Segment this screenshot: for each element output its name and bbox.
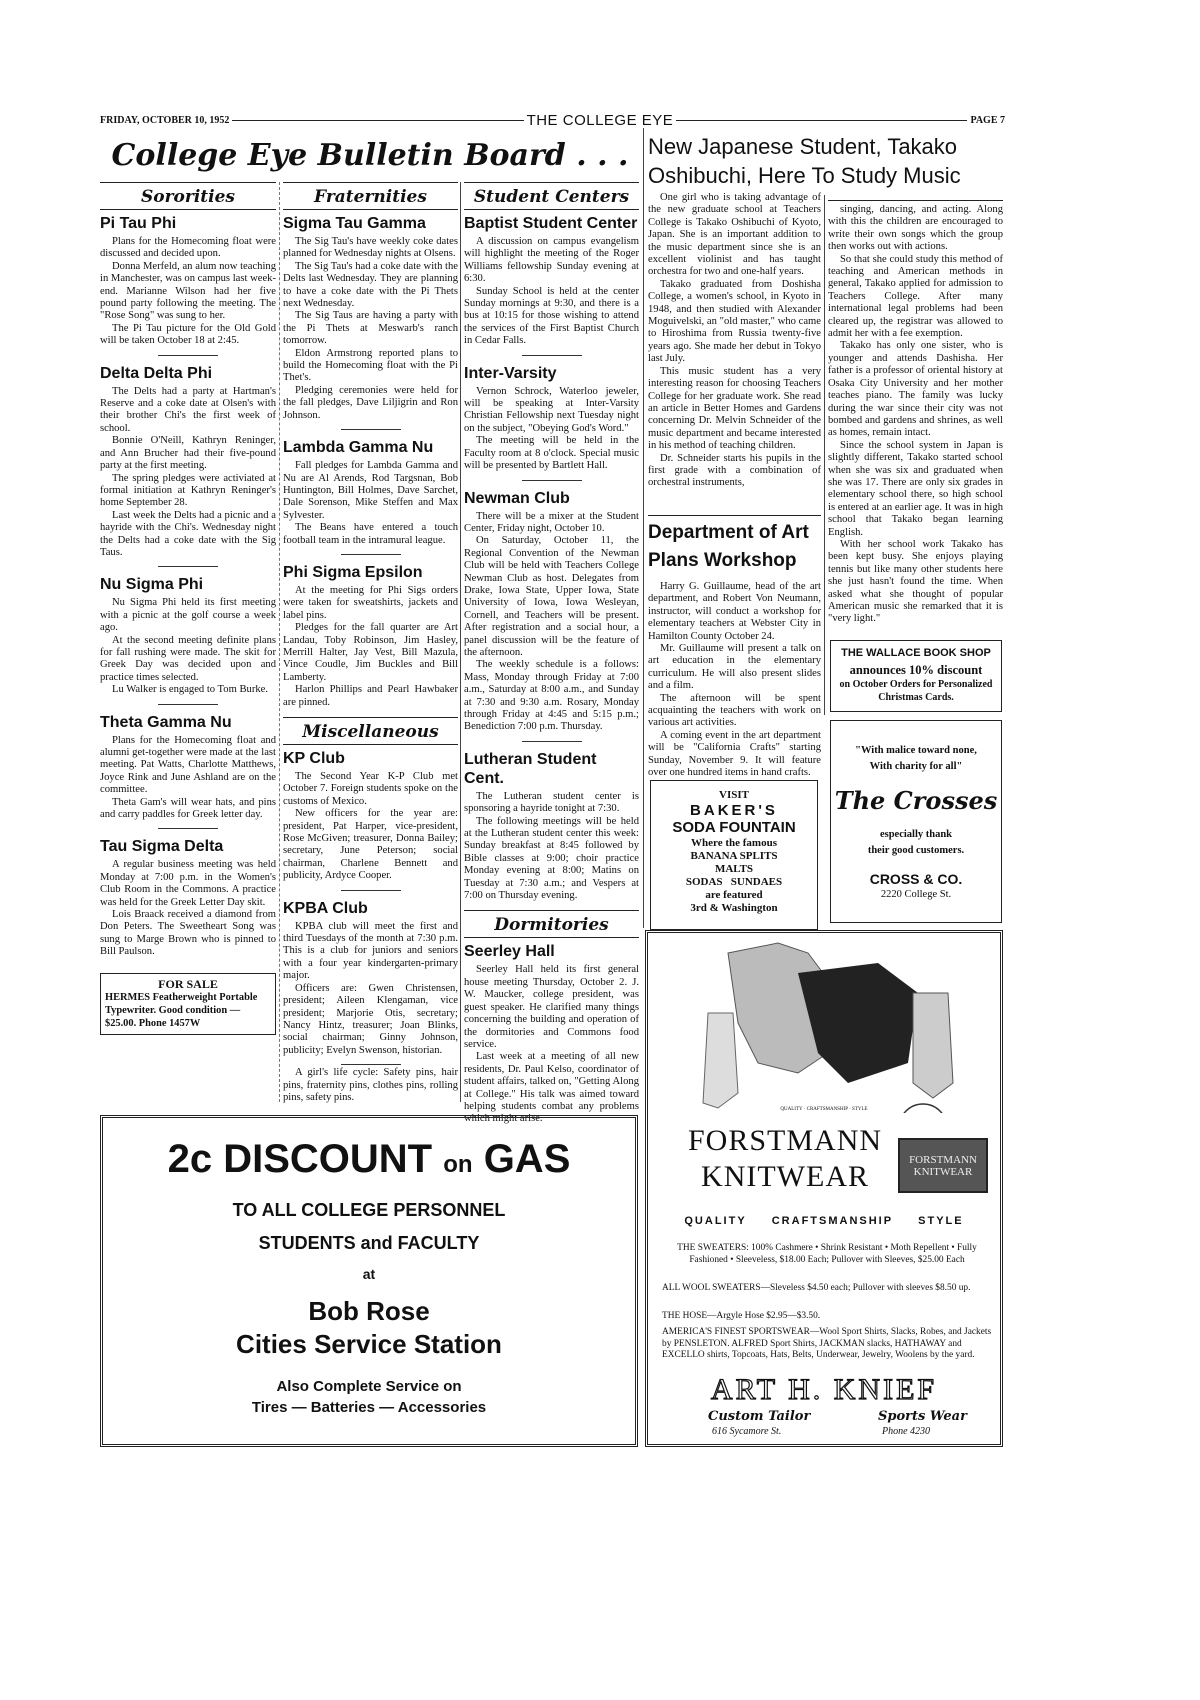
section-heading-dormitories: Dormitories [464,910,639,938]
for-sale-ad [100,973,276,1035]
column-rule [279,182,280,1102]
section-heading-student-centers: Student Centers [464,182,639,210]
section-heading-miscellaneous: Miscellaneous [283,717,458,745]
divider [828,200,1003,201]
article-paragraph: The Beans have entered a touch football team in the intramural league. [283,522,458,546]
bakers-soda-fountain-ad [650,780,818,930]
page-header [100,112,1005,128]
forstmann-label: FORSTMANN KNITWEAR [898,1138,988,1193]
ad-line: BANANA SPLITS [690,850,778,862]
article-paragraph: The spring pledges were activiated at formal initiation at Kathryn Reninger's home September 28. [100,472,276,509]
article-separator [522,355,582,356]
ad-line: at [362,1266,376,1282]
article-separator [158,566,218,567]
article-paragraph: Harry G. Guillaume, head of the art department, and Robert Von Neumann, instructor, will conduct a workshop for elementary teachers at Webster City in Hamilton County October 24. [648,581,821,642]
article-paragraph: Vernon Schrock, Waterloo jeweler, will be speaking at Inter-Varsity Christian Fellowship next Tuesday night on the subject, "Obeying God's Word." [464,385,639,434]
article-paragraph: Fall pledges for Lambda Gamma and Nu are Al Arends, Rod Targsnan, Bob Huntington, Bill Holmes, Dave Sarchet, Dale Sorenson, Mike Steffen and Max Sylvester. [283,460,458,521]
article-paragraph: At the meeting for Phi Sigs orders were taken for sweatshirts, jackets and label pins. [283,584,458,621]
divider [232,120,523,121]
article-separator [341,429,401,430]
miscellaneous-articles [283,749,458,1104]
article-paragraph: Takako has only one sister, who is younger and attends Dashisha. Her father is a professor of oriental history at Osaka City University and her mother teaches piano. The family was lucky during the war since their city was not bombed and gardens and shrines, as well as homes, remain intact. [828,340,1003,439]
article-paragraph: Pledging ceremonies were held for the fall pledges, Dave Liljigrin and Ron Johnson. [283,384,458,421]
ad-line: 3rd & Washington [690,902,778,914]
sportswear-details: AMERICA'S FINEST SPORTSWEAR—Wool Sport Shirts, Slacks, Robes, and Jackets by PENSLETON. ALFRED Sport Shirts, JACKMAN slacks, HATHAWAY and EXCELLO shirts, Topcoats, Hats, Belts, Underwear, Jewelry, Woolens by the yard. [662,1327,992,1360]
sweaters-details: THE SWEATERS: 100% Cashmere • Shrink Resistant • Moth Repellent • Fully Fashioned • Sleeveless, $18.00 Each; Pullover with Sleeves, $25.00 Each [677,1243,977,1265]
fraternities-articles [283,214,458,709]
ad-line: Bob Rose [308,1296,430,1326]
article-paragraph: Bonnie O'Neill, Kathryn Reninger, and Ann Brucher had their five-pound party at the first meeting. [100,435,276,472]
article-paragraph: The Sig Taus are having a party with the Pi Thets at Meswarb's ranch tomorrow. [283,310,458,347]
article-paragraph: Sunday School is held at the center Sunday mornings at 9:30, and there is a bus at 10:15 for those wishing to attend the services of the First Baptist Church in Cedar Falls. [464,285,639,347]
article-paragraph: A regular business meeting was held Monday at 7:00 p.m. in the Women's Club Room in the Commons. A practice was held for the Greek Letter Day skit. [100,859,276,908]
ad-line: CROSS & CO. [869,871,963,887]
article-separator [522,741,582,742]
store-phone: Phone 4230 [882,1426,931,1437]
ad-line: THE WALLACE BOOK SHOP [841,647,991,659]
article-paragraph: Lu Walker is engaged to Tom Burke. [112,684,269,696]
sock [703,1013,738,1108]
article-paragraph: Eldon Armstrong reported plans to build the Homecoming float with the Pi Thet's. [283,347,458,384]
article-paragraph: The meeting will be held in the Faculty room at 8 o'clock. Special music will be presented by Bartlett Hall. [464,435,639,472]
forstmann-knitwear-ad [645,930,1003,1447]
article-paragraph: A coming event in the art department will be "California Crafts" starting Sunday, November 9. It will feature over one hundred items in hand crafts. [648,729,821,779]
article-separator [158,355,218,356]
ad-line: Also Complete Service on [276,1378,462,1395]
section-heading-sororities: Sororities [100,182,276,210]
column-rule [460,182,461,1102]
ad-line: BAKER'S [690,802,778,819]
article-paragraph: The Sig Tau's have weekly coke dates planned for Wednesday nights at Olsens. [283,236,458,260]
article-heading: Lutheran Student Cent. [464,750,597,787]
ad-line: Cities Service Station [236,1329,502,1359]
fraternities-column [283,182,458,1104]
wool-sweaters-details: ALL WOOL SWEATERS—Sleveless $4.50 each; Pullover with sleeves $8.50 up. [662,1283,971,1293]
article-paragraph: On Saturday, October 11, the Regional Convention of the Newman Club will be held with Teachers College Newman Club as host. Delegates from Drake, Iowa State, Upper Iowa, State University of Iowa, Iowa Wesleyan, Cornell, and Teachers will be present. After registration and a social hour, a panel discussion will be the feature of the afternoon. [464,535,639,658]
ad-line: STUDENTS and FACULTY [258,1233,480,1253]
ad-line: VISIT [719,789,749,801]
article-paragraph: Plans for the Homecoming float and alumni get-together were made at the last meeting. Pat Watts, Charlotte Matthews, Joyce Rink and June Ashland are on the committee. [100,734,276,796]
article-heading: Lambda Gamma Nu [283,439,434,457]
article-paragraph: The Delts had a party at Hartman's Reserve and a coke date at Olsen's with their brother Chi's the first week of school. [100,385,276,434]
article-paragraph: Officers are: Gwen Christensen, president; Aileen Klengaman, vice president; Marjorie Otis, secretary; Nancy Hintz, treasurer; Joan Blinks, social chairman; Ginny Johnson, publicity; Evelyn Swenson, historian. [283,982,458,1056]
article-paragraph: Lois Braack received a diamond from Don Peters. The Sweetheart Song was sung to Marge Brown who is pinned to Bill Paulson. [100,909,276,958]
ad-line: 2c DISCOUNT [167,1137,433,1181]
ad-line: are featured [705,889,763,901]
wallace-book-shop-ad [830,640,1002,712]
ad-line: especially thank [879,829,953,840]
article-heading: Pi Tau Phi [100,215,177,232]
ad-line: SODA FOUNTAIN [672,819,796,836]
japanese-student-article-part1 [648,192,821,490]
article-paragraph: Pledges for the fall quarter are Art Landau, Toby Robinson, Jim Hasley, Merrill Halter, Jay Vest, Bill Mazula, Vince Coudle, Jim Buckles and Bill Lamberty. [283,622,458,683]
article-paragraph: The Second Year K-P Club met October 7. Foreign students spoke on the customs of Mexico. [283,771,458,807]
article-paragraph: Donna Merfeld, an alum now teaching in Manchester, was on campus last week-end. Marianne Wilson had her five pound party following the meeting. The "Rose Song" was sung to her. [100,260,276,322]
article-paragraph: A girl's life cycle: Safety pins, hair pins, fraternity pins, clothes pins, rolling pins, safety pins. [283,1067,458,1103]
article-heading: KPBA Club [283,899,368,917]
sweaters-illustration [648,933,1000,1113]
for-sale-title: FOR SALE [158,976,218,991]
article-separator [158,828,218,829]
ad-line: announces 10% discount [849,663,983,677]
article-paragraph: The following meetings will be held at the Lutheran student center this week: Sunday breakfast at 8:45 followed by Bible classes at 9:00; choir practice Monday evening at 8:00; Matins on Tuesday at 7:30 a.m.; and Vespers at 7:00 on Thursday evening. [464,815,639,902]
article-paragraph: With her school work Takako has been kept busy. She enjoys playing tennis but like many other students here she just hasn't found the time. When asked what she thought of popular American music she remarked that it is "very light." [828,538,1003,625]
article-paragraph: Nu Sigma Phi held its first meeting with a picnic at the golf course a week ago. [100,597,276,634]
ad-line: 2220 College St. [880,889,952,900]
article-paragraph: A discussion on campus evangelism will highlight the meeting of the Roger Williams fellowship Sunday evening at 6:30. [464,236,639,285]
article-separator [158,704,218,705]
sororities-articles [100,214,276,959]
article-paragraph: Plans for the Homecoming float were discussed and decided upon. [100,236,276,260]
japanese-student-article-part2 [828,204,1003,626]
article-paragraph: New officers for the year are: president, Pat Harper, vice-president, Rose McGiven; treasurer, Donna Bailey; secretary, June Peterson; social chairman, Charlene Bennett and publicity, Ardyce Cooper. [283,808,458,882]
column-rule [824,195,825,715]
article-heading: Phi Sigma Epsilon [283,563,423,581]
article-separator [341,554,401,555]
article-paragraph: Dr. Schneider starts his pupils in the first grade with a combination of orchestral instruments, [648,452,821,489]
article-paragraph: Last week the Delts had a picnic and a hayride with the Chi's. Wednesday night the Delts had a coke date with the Sig Taus. [100,509,276,558]
ad-line: Where the famous [691,837,777,849]
brand-line: FORSTMANN [688,1124,883,1157]
article-paragraph: This music student has a very interesting reason for choosing Teachers College for her graduate work. She read an article in Better Homes and Gardens concerning Dr. Melvin Schneider of the music department and became interested in his method of teaching children. [648,365,821,452]
art-workshop-headline: Department of Art Plans Workshop [648,522,809,571]
ad-line: GAS [483,1137,571,1181]
cross-and-co-ad [830,720,1002,923]
article-paragraph: singing, dancing, and acting. Along with this the children are encouraged to write their own songs which the group then works out with actions. [828,204,1003,253]
issue-date: FRIDAY, OCTOBER 10, 1952 [100,114,230,126]
article-paragraph: The afternoon will be spent acquainting the teachers with work on various art activities. [648,692,821,729]
article-heading: Theta Gamma Nu [100,713,232,731]
page-number: PAGE 7 [970,114,1005,126]
article-paragraph: Takako graduated from Doshisha College, a women's school, in Kyoto in 1948, and then studied with Alexander Moguivelski, an "old master," who came to Hiroshima from Russia twenty-five years ago. She made her debut in Tokyo last July. [648,278,821,365]
article-paragraph: Theta Gam's will wear hats, and pins and carry paddles for Greek letter day. [100,796,276,821]
hose-details: THE HOSE—Argyle Hose $2.95—$3.50. [662,1311,821,1321]
dark-sweater [798,963,918,1083]
article-paragraph: One girl who is taking advantage of the new graduate school at Teachers College is Takako Oshibuchi of Kyoto, Japan. She is an important addition to the music department since she is an excellent violinist and has taught orchestra for two and one-half years. [648,192,821,278]
for-sale-text: HERMES Featherweight Portable Typewriter. Good condition —$25.00. Phone 1457W [105,991,258,1029]
section-heading-fraternities: Fraternities [283,182,458,210]
article-paragraph: Mr. Guillaume will present a talk on art education in the elementary curriculum. He will also present slides and a film. [648,643,821,692]
article-heading: KP Club [283,750,345,767]
sororities-column [100,182,276,1035]
store-name: ART H. KNIEF [710,1373,938,1406]
article-heading: Tau Sigma Delta [100,838,224,856]
cities-service-gas-ad [100,1115,638,1447]
tagline: QUALITY CRAFTSMANSHIP STYLE [684,1215,964,1227]
custom-tailor: Custom Tailor [708,1409,811,1424]
art-workshop-story [648,515,821,780]
ad-line: SODAS SUNDAES [685,876,783,888]
forstmann-brand [688,1123,882,1195]
article-paragraph: There will be a mixer at the Student Center, Friday night, October 10. [464,510,639,534]
article-separator [522,480,582,481]
ad-line: TO ALL COLLEGE PERSONNEL [232,1200,506,1220]
article-paragraph: So that she could study this method of teaching and American methods in general, Takako applied for admission to Teachers College. After many international legal problems had been cleared up, the registrar was allowed to admit her with a fee exemption. [828,253,1003,340]
brand-line: KNITWEAR [701,1160,869,1193]
article-paragraph: At the second meeting definite plans for fall rushing were made. The skit for Greek Day was decided upon and practice times selected. [100,634,276,683]
article-paragraph: Since the school system in Japan is slightly different, Takako started school when she was six and graduated when she was 17. There are only six grades in elementary school there, so high school is entered at an earlier age. It was in high school that Takako began learning English. [828,439,1003,538]
article-separator [341,890,401,891]
japanese-student-headline: New Japanese Student, Takako Oshibuchi, Here To Study Music [648,134,961,188]
crosses-logo-text: The Crosses [834,786,998,815]
store-address: 616 Sycamore St. [712,1426,782,1437]
article-heading: Baptist Student Center [464,215,638,232]
sports-wear: Sports Wear [878,1409,967,1424]
art-workshop-article [648,581,821,780]
newspaper-name: THE COLLEGE EYE [526,111,674,129]
ad-line: their good customers. [867,845,965,856]
article-paragraph: Harlon Phillips and Pearl Hawbaker are pinned. [283,684,458,708]
article-paragraph: KPBA club will meet the first and third Tuesdays of the month at 7:30 p.m. This is a club for juniors and seniors with a four year kindergarten-primary major. [283,920,458,982]
student-centers-articles [464,214,639,902]
argyle-sock [913,993,953,1098]
ad-line: on October Orders for Personalized Christmas Cards. [839,679,993,703]
dormitories-articles [464,942,639,1125]
article-heading: Delta Delta Phi [100,364,213,382]
ad-line: on [443,1151,473,1178]
article-heading: Sigma Tau Gamma [283,215,426,232]
divider [676,120,967,121]
student-centers-column [464,182,639,1126]
ad-line: "With malice toward none, [855,745,977,756]
article-paragraph: Seerley Hall held its first general house meeting Thursday, October 2. J. W. Maucker, college president, was guest speaker. He clarified many things concerning the building and operation of the dormitories and Commons food service. [464,964,639,1050]
ad-line: MALTS [714,863,754,875]
ad-headline [103,1136,635,1188]
article-heading: Inter-Varsity [464,364,557,382]
article-paragraph: The weekly schedule is a follows: Mass, Monday through Friday at 7:00 a.m., Saturday at 8:00 a.m., and Sunday at 7:30 and 9:30 a.m. Rosary, Monday through Friday at 4:45 and 5:15 p.m.; Benediction 7:00 p.m. Thursday. [464,659,639,733]
article-heading: Nu Sigma Phi [100,576,204,594]
article-heading: Newman Club [464,489,570,507]
seal-text: QUALITY · CRAFTSMANSHIP · STYLE [780,1107,868,1112]
article-paragraph: The Sig Tau's had a coke date with the Delts last Wednesday. They are planning to have a coke date with the Pi Thets next Wednesday. [283,260,458,310]
article-paragraph: The Pi Tau picture for the Old Gold will be taken October 18 at 2:45. [100,322,276,347]
column-rule [643,128,644,928]
article-paragraph: The Lutheran student center is sponsoring a hayride tonight at 7:30. [464,790,639,815]
ad-line: With charity for all" [869,761,963,772]
article-paragraph: Last week at a meeting of all new residents, Dr. Paul Kelso, coordinator of student affairs, talked on, "Getting Along at College." His talk was aimed toward helping students combat any problems which might arise. [464,1051,639,1125]
article-separator [341,1064,401,1065]
article-heading: Seerley Hall [464,943,555,961]
bulletin-board-title: College Eye Bulletin Board . . . [111,138,629,173]
ad-line: Tires — Batteries — Accessories [251,1399,487,1416]
